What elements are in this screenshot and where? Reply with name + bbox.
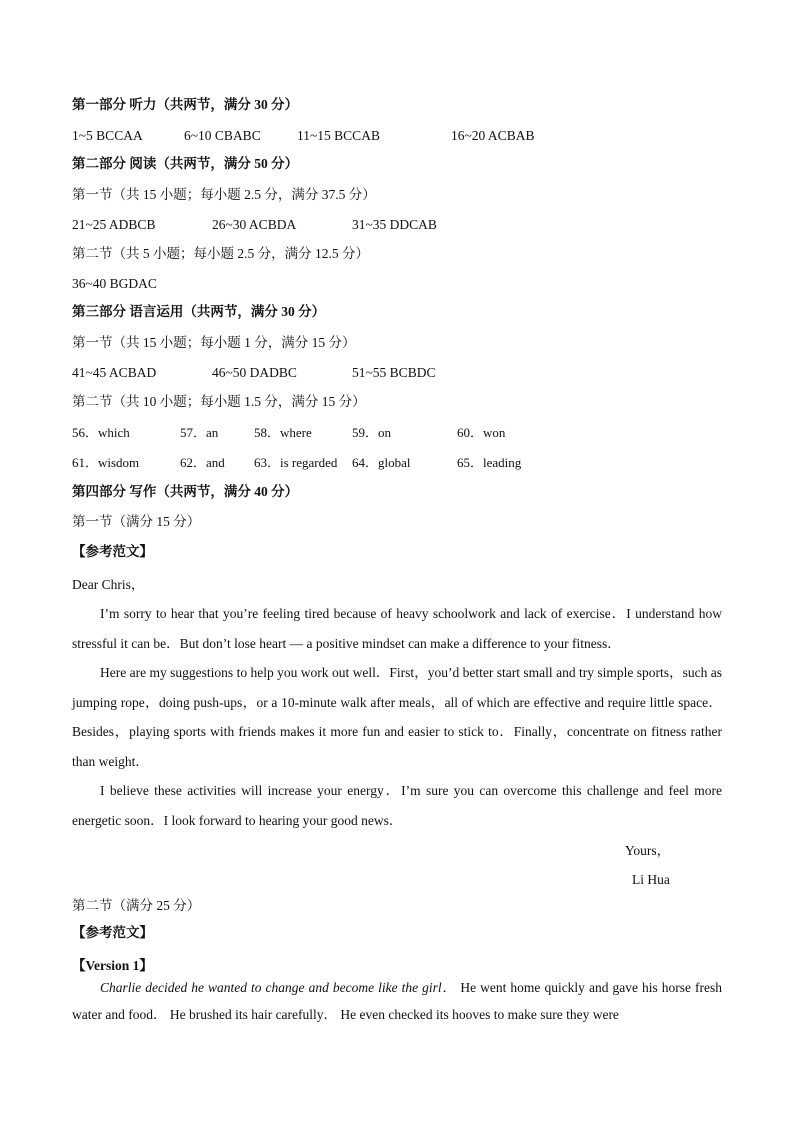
answer-item: 58．where	[254, 425, 312, 440]
answer-group: 21~25 ADBCB	[72, 217, 156, 232]
letter-greeting: Dear Chris，	[72, 577, 145, 592]
part3-sec2-title: 第二节（共 10 小题；每小题 1.5 分，满分 15 分）	[72, 394, 366, 409]
story-paragraph	[72, 975, 722, 1035]
letter-paragraph-text: I’m sorry to hear that you’re feeling tired because of heavy schoolwork and lack of exercise．I understand how stressful it can be．But don’t lose heart — a positive mindset can make a difference to your fitness．	[72, 606, 722, 651]
part4-sec1-title: 第一节（满分 15 分）	[72, 514, 201, 529]
answer-item: 59．on	[352, 425, 392, 440]
letter-paragraph-text: I believe these activities will increase your energy．I’m sure you can overcome this challenge and feel more energetic soon．I look forward to hearing your good news．	[72, 783, 722, 828]
answer-group: 41~45 ACBAD	[72, 365, 157, 380]
part3-sec1-title: 第一节（共 15 小题；每小题 1 分，满分 15 分）	[72, 335, 356, 350]
answer-group: 26~30 ACBDA	[212, 217, 297, 232]
answer-item: 61．wisdom	[72, 455, 140, 470]
answer-group: 31~35 DDCAB	[352, 217, 437, 232]
letter-paragraph	[72, 658, 722, 778]
answer-item: 57．an	[180, 425, 219, 440]
reference-label: 【参考范文】	[72, 544, 153, 559]
answer-group: 6~10 CBABC	[184, 128, 261, 143]
letter-paragraph	[72, 776, 722, 836]
answer-group: 46~50 DADBC	[212, 365, 297, 380]
answer-group: 36~40 BGDAC	[72, 276, 157, 291]
reference-label: 【参考范文】	[72, 925, 153, 940]
answer-item: 65．leading	[457, 455, 522, 470]
part2-title: 第二部分 阅读（共两节，满分 50 分）	[72, 156, 299, 171]
part2-sec1-title: 第一节（共 15 小题；每小题 2.5 分，满分 37.5 分）	[72, 187, 376, 202]
part2-sec2-title: 第二节（共 5 小题；每小题 2.5 分，满分 12.5 分）	[72, 246, 369, 261]
story-italic-start: Charlie decided he wanted to change and become like the girl．	[100, 980, 457, 995]
letter-paragraph	[72, 599, 722, 659]
letter-closing: Yours，	[625, 843, 671, 858]
answer-item: 64．global	[352, 455, 411, 470]
part3-title: 第三部分 语言运用（共两节，满分 30 分）	[72, 304, 326, 319]
answer-item: 63．is regarded	[254, 455, 338, 470]
answer-group: 1~5 BCCAA	[72, 128, 143, 143]
answer-group: 11~15 BCCAB	[297, 128, 380, 143]
part1-title: 第一部分 听力（共两节，满分 30 分）	[72, 97, 299, 112]
answer-item: 56．which	[72, 425, 130, 440]
letter-paragraph-text: Here are my suggestions to help you work out well．First，you’d better start small and try simple sports，such as jumping rope，doing push-ups，or a 10-minute walk after meals，all of which are effective and require little space．Besides，playing sports with friends makes it more fun and easier to stick to．Finally，concentrate on fitness rather than weight．	[72, 665, 722, 769]
version-label: 【Version 1】	[72, 958, 153, 973]
answer-item: 62．and	[180, 455, 225, 470]
letter-signature: Li Hua	[632, 872, 670, 887]
answer-item: 60．won	[457, 425, 506, 440]
part4-sec2-title: 第二节（满分 25 分）	[72, 898, 201, 913]
story-text: He went home quickly and gave his horse fresh water and food． He brushed its hair carefully． He even checked its hooves to make sure they were	[72, 980, 722, 1022]
answer-group: 16~20 ACBAB	[451, 128, 535, 143]
part4-title: 第四部分 写作（共两节，满分 40 分）	[72, 484, 299, 499]
answer-group: 51~55 BCBDC	[352, 365, 436, 380]
